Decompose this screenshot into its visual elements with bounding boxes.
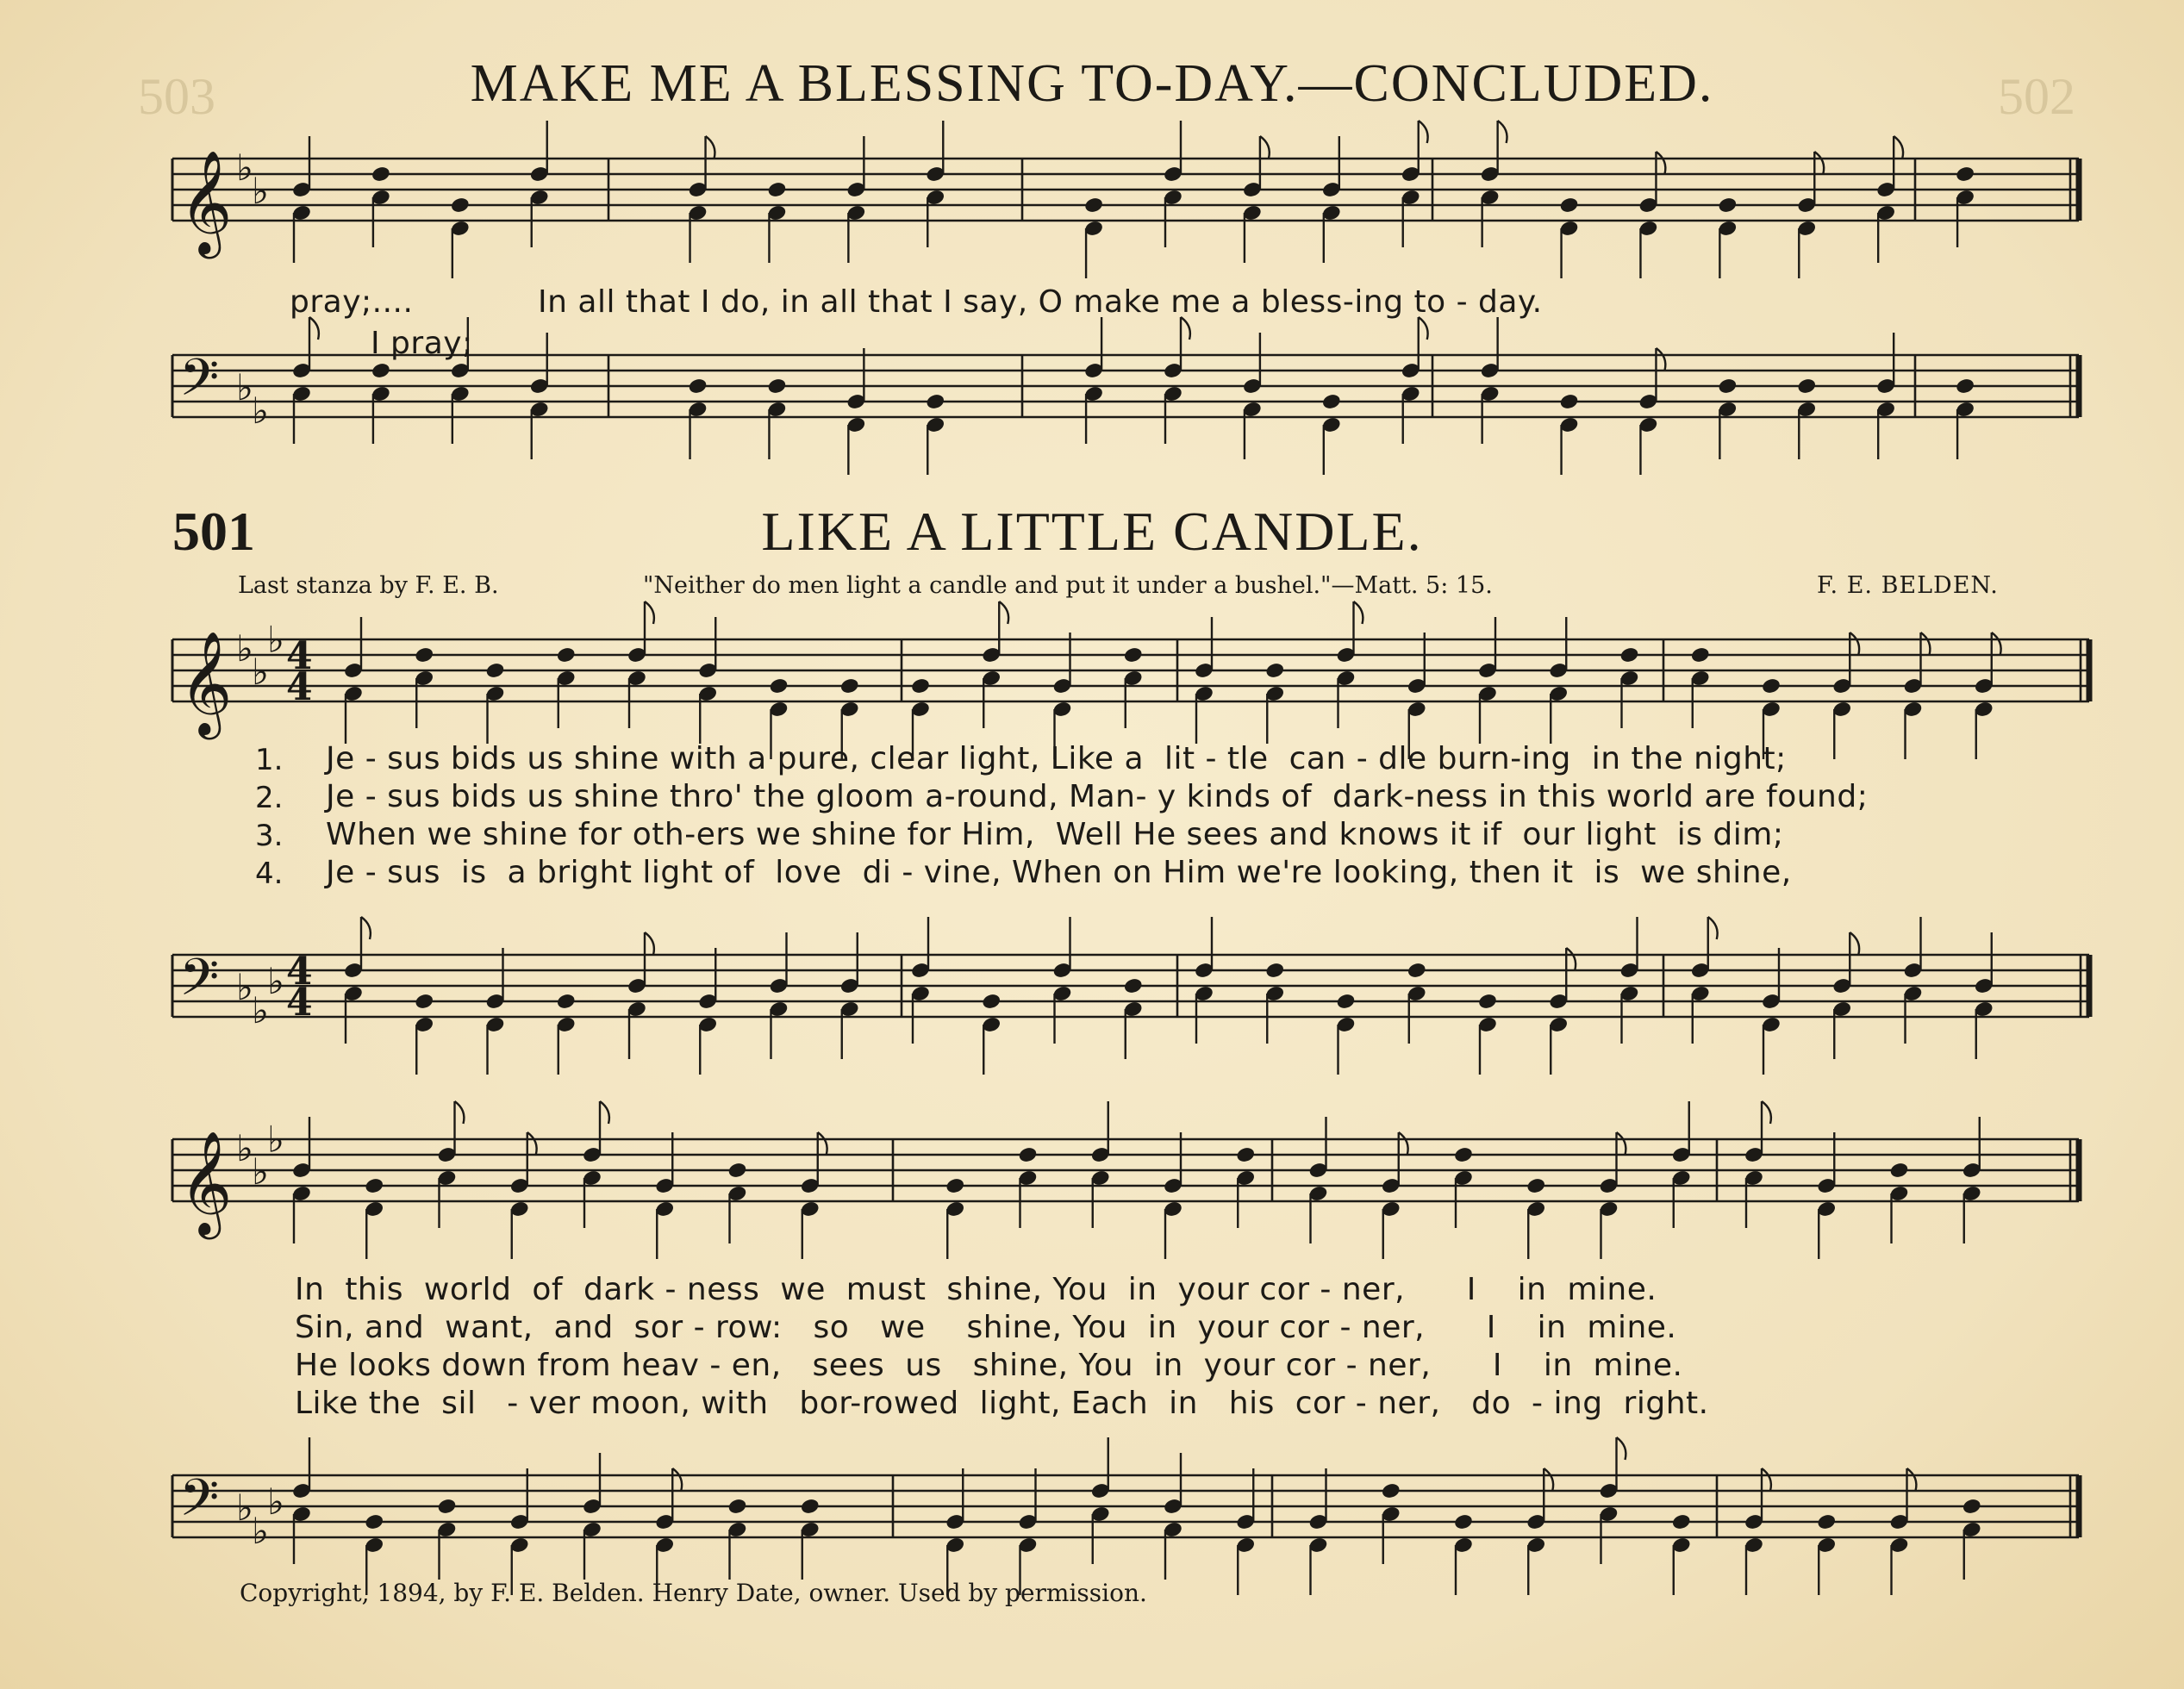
- chord-note: [766, 377, 787, 459]
- chord-note: [1599, 1132, 1626, 1259]
- verse-2-line-1: Je - sus bids us shine thro' the gloom a-round, Man- y kinds of dark-ness in this world are found;: [326, 779, 1869, 814]
- hymn-title: LIKE A LITTLE CANDLE.: [761, 501, 1423, 562]
- chord-note: [529, 121, 550, 247]
- chord-note: [1235, 1146, 1256, 1228]
- chord-note: [371, 165, 391, 247]
- chord-note: [1717, 196, 1738, 278]
- verse-1-line-1: Je - sus bids us shine with a pure, clear light, Like a lit - tle can - dle burn-ing in the night;: [326, 741, 1787, 776]
- stanza-credit: Last stanza by F. E. B.: [238, 572, 499, 599]
- chord-note: [910, 917, 931, 1044]
- verse-4-line-1: Je - sus is a bright light of love di - vine, When on Him we're looking, then it is we shine,: [326, 855, 1792, 890]
- system2-bass-staff: [172, 1475, 2079, 1537]
- chord-note: [509, 1132, 537, 1259]
- chord-note: [1548, 948, 1576, 1075]
- chord-note: [1083, 196, 1104, 278]
- chord-note: [1974, 633, 2001, 759]
- chord-note: [1955, 377, 1975, 459]
- chord-note: [291, 136, 312, 263]
- chord-note: [1671, 1101, 1692, 1228]
- flat-icon: ♭: [252, 390, 269, 433]
- chord-note: [1875, 136, 1903, 263]
- time-signature-bottom: 4: [286, 981, 313, 1025]
- verse-number-4: 4.: [255, 857, 284, 891]
- chord-note: [1548, 617, 1569, 744]
- verse-number-3: 3.: [255, 819, 284, 853]
- chord-note: [1889, 1468, 1917, 1595]
- chord-note: [1018, 1146, 1039, 1228]
- chord-note: [1889, 1162, 1910, 1243]
- chord-note: [688, 377, 708, 459]
- chord-note: [1619, 646, 1640, 728]
- chord-note: [1480, 121, 1507, 247]
- chord-note: [485, 948, 506, 1075]
- chord-note: [1321, 136, 1342, 263]
- chord-note: [839, 932, 860, 1059]
- flat-icon: ♭: [236, 966, 253, 1009]
- chord-note: [1761, 948, 1782, 1075]
- system2-treble-staff: [172, 1139, 2079, 1201]
- chord-note: [1690, 646, 1711, 728]
- chord-note: [1336, 993, 1357, 1075]
- treble-clef-icon: 𝄞: [179, 149, 233, 254]
- flat-icon: ♭: [236, 627, 253, 670]
- chord-note: [364, 1177, 384, 1259]
- verse-3-line-2: He looks down from heav - en, sees us shine, You in your cor - ner, I in mine.: [295, 1348, 1683, 1383]
- chord-note: [727, 1498, 748, 1580]
- chord-note: [800, 1132, 827, 1259]
- flat-icon: ♭: [267, 618, 284, 661]
- chord-note: [766, 181, 787, 263]
- verse-number-2: 2.: [255, 781, 284, 815]
- verse-3-line-1: When we shine for oth-ers we shine for Him, Well He sees and knows it if our light is dim;: [326, 817, 1784, 852]
- chord-note: [291, 1437, 312, 1564]
- chord-note: [1974, 932, 1994, 1059]
- continued-lyric-line-1b: In all that I do, in all that I say, O make me a bless-ing to - day.: [538, 284, 1543, 320]
- chord-note: [1453, 1146, 1474, 1228]
- chord-note: [1401, 317, 1428, 444]
- chord-note: [1816, 1513, 1837, 1595]
- chord-note: [688, 136, 715, 263]
- chord-note: [1638, 348, 1665, 475]
- chord-note: [371, 362, 391, 444]
- composer-credit: F. E. BELDEN.: [1817, 572, 1999, 599]
- chord-note: [1235, 1468, 1256, 1595]
- chord-note: [1163, 121, 1183, 247]
- chord-note: [727, 1162, 748, 1243]
- chord-note: [925, 121, 945, 247]
- chord-note: [1242, 333, 1263, 459]
- chord-note: [981, 993, 1002, 1075]
- chord-note: [529, 333, 550, 459]
- copyright-notice: Copyright, 1894, by F. E. Belden. Henry Date, owner. Used by permission.: [240, 1579, 1147, 1607]
- continued-hymn-title: MAKE ME A BLESSING TO-DAY.—CONCLUDED.: [470, 54, 1714, 113]
- flat-icon: ♭: [252, 170, 269, 213]
- flat-icon: ♭: [252, 1510, 269, 1553]
- flat-icon: ♭: [236, 146, 253, 190]
- bleed-page-number-left: 503: [138, 68, 215, 125]
- chord-note: [1321, 393, 1342, 475]
- flat-icon: ♭: [267, 1118, 284, 1161]
- chord-note: [1690, 917, 1718, 1044]
- chord-note: [1962, 1117, 1982, 1243]
- chord-note: [1123, 977, 1144, 1059]
- flat-icon: ♭: [252, 989, 269, 1032]
- chord-note: [1090, 1101, 1111, 1228]
- verse-2-line-2: Sin, and want, and sor - row: so we shine, You in your cor - ner, I in mine.: [295, 1310, 1677, 1345]
- chord-note: [1163, 317, 1190, 444]
- flat-icon: ♭: [236, 1127, 253, 1170]
- chord-note: [1477, 993, 1498, 1075]
- chord-note: [981, 601, 1008, 728]
- chord-note: [697, 948, 718, 1075]
- flat-icon: ♭: [252, 651, 269, 694]
- chord-note: [1671, 1513, 1692, 1595]
- chord-note: [1744, 1101, 1771, 1228]
- chord-note: [697, 617, 718, 744]
- chord-note: [437, 1101, 465, 1228]
- chord-note: [1875, 333, 1896, 459]
- chord-note: [291, 317, 319, 444]
- treble-clef-icon: 𝄞: [179, 1130, 233, 1235]
- bass-clef-icon: 𝄢: [179, 347, 220, 420]
- flat-icon: ♭: [236, 1486, 253, 1530]
- chord-note: [1744, 1468, 1771, 1595]
- chord-note: [1717, 377, 1738, 459]
- chord-note: [414, 993, 434, 1075]
- bass-clef-icon: 𝄢: [179, 947, 220, 1019]
- chord-note: [1407, 633, 1427, 759]
- time-signature-bottom: 4: [286, 665, 313, 709]
- chord-note: [1052, 917, 1073, 1044]
- chord-note: [1599, 1437, 1626, 1564]
- chord-note: [1052, 633, 1073, 759]
- flat-icon: ♭: [267, 1480, 284, 1523]
- chord-note: [582, 1453, 602, 1580]
- bleed-page-number-right: 502: [1998, 68, 2075, 125]
- chord-note: [582, 1101, 609, 1228]
- verse-1-line-2: In this world of dark - ness we must shine, You in your cor - ner, I in mine.: [295, 1272, 1657, 1307]
- system1-treble-staff: [172, 639, 2089, 701]
- chord-note: [1903, 917, 1924, 1044]
- time-signature-top: 4: [286, 634, 313, 678]
- chord-note: [291, 1117, 312, 1243]
- chord-note: [1526, 1177, 1546, 1259]
- chord-note: [1308, 1117, 1329, 1243]
- chord-note: [485, 662, 506, 744]
- chord-note: [627, 932, 654, 1059]
- chord-note: [1559, 196, 1580, 278]
- chord-note: [1336, 601, 1363, 728]
- chord-note: [1796, 377, 1817, 459]
- chord-note: [945, 1468, 965, 1595]
- chord-note: [1480, 317, 1501, 444]
- chord-note: [556, 646, 577, 728]
- verse-number-1: 1.: [255, 743, 284, 777]
- chord-note: [1242, 136, 1270, 263]
- chord-note: [1526, 1468, 1553, 1595]
- chord-note: [1123, 646, 1144, 728]
- chord-note: [556, 993, 577, 1075]
- chord-note: [1163, 1132, 1183, 1259]
- chord-note: [1831, 932, 1859, 1059]
- chord-note: [769, 932, 789, 1059]
- chord-note: [925, 393, 945, 475]
- chord-note: [1638, 152, 1665, 278]
- chord-note: [343, 617, 364, 744]
- bass-clef-icon: 𝄢: [179, 1468, 220, 1540]
- chord-note: [450, 196, 471, 278]
- chord-note: [1903, 633, 1931, 759]
- chord-note: [1090, 1437, 1111, 1564]
- chord-note: [1407, 962, 1427, 1044]
- chord-note: [945, 1177, 965, 1259]
- chord-note: [437, 1498, 458, 1580]
- chord-note: [1831, 633, 1859, 759]
- chord-note: [1264, 662, 1285, 744]
- hymn-number: 501: [172, 501, 255, 562]
- chord-note: [1194, 917, 1214, 1044]
- chord-note: [846, 348, 866, 475]
- continued-lyric-line-1a: pray;....: [290, 284, 414, 320]
- chord-note: [1194, 617, 1214, 744]
- chord-note: [1381, 1132, 1408, 1259]
- chord-note: [627, 601, 654, 728]
- chord-note: [1559, 393, 1580, 475]
- chord-note: [800, 1498, 821, 1580]
- chord-note: [654, 1468, 682, 1595]
- chord-note: [1955, 165, 1975, 247]
- chord-note: [1962, 1498, 1982, 1580]
- chord-note: [414, 646, 434, 728]
- chord-note: [343, 917, 371, 1044]
- flat-icon: ♭: [252, 1150, 269, 1194]
- chord-note: [1453, 1513, 1474, 1595]
- chord-note: [1018, 1468, 1039, 1595]
- scripture-quote: "Neither do men light a candle and put it under a bushel."—Matt. 5: 15.: [643, 572, 1493, 599]
- chord-note: [509, 1468, 530, 1595]
- chord-note: [654, 1132, 675, 1259]
- chord-note: [1264, 962, 1285, 1044]
- chord-note: [1401, 121, 1428, 247]
- chord-note: [846, 136, 866, 263]
- chord-note: [1163, 1453, 1183, 1580]
- chord-note: [1308, 1468, 1329, 1595]
- verse-4-line-2: Like the sil - ver moon, with bor-rowed light, Each in his cor - ner, do - ing right.: [295, 1386, 1709, 1421]
- chord-note: [1083, 317, 1104, 444]
- chord-note: [1796, 152, 1824, 278]
- flat-icon: ♭: [236, 366, 253, 409]
- time-signature-top: 4: [286, 950, 313, 994]
- continued-lyric-line-2: I pray;: [371, 326, 473, 361]
- chord-note: [1816, 1132, 1837, 1259]
- chord-note: [1619, 917, 1640, 1044]
- treble-clef-icon: 𝄞: [179, 630, 233, 735]
- chord-note: [1381, 1482, 1401, 1564]
- chord-note: [1477, 617, 1498, 744]
- flat-icon: ♭: [267, 960, 284, 1002]
